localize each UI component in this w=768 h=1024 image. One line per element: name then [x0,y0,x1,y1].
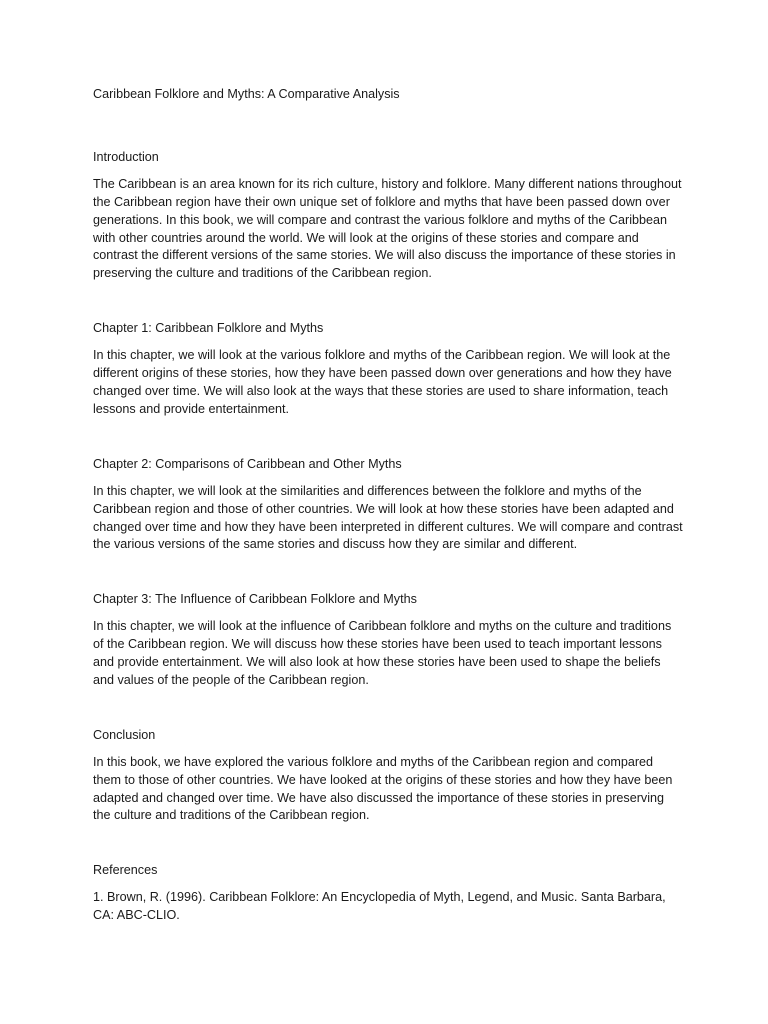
reference-item: 1. Brown, R. (1996). Caribbean Folklore: An Encyclopedia of Myth, Legend, and Music. Santa Barbara, CA: ABC-CLIO. [93,890,666,923]
section-conclusion [93,727,683,826]
section-heading: Introduction [93,149,159,164]
section-heading: Chapter 1: Caribbean Folklore and Myths [93,321,324,336]
section-paragraph: The Caribbean is an area known for its rich culture, history and folklore. Many different nations throughout the Caribbean region have their own unique set of folklore and myths that have been passed down over generations. In this book, we will compare and contrast the various folklore and myths of the Caribbean with other countries around the world. We will look at the origins of these stories and compare and contrast the different versions of the same stories. We will also discuss the importance of these stories in preserving the culture and traditions of the Caribbean region. [93,176,682,281]
section-heading: Chapter 3: The Influence of Caribbean Folklore and Myths [93,592,417,607]
section-paragraph: In this chapter, we will look at the influence of Caribbean folklore and myths on the culture and traditions of the Caribbean region. We will discuss how these stories have been used to teach important lessons and provide entertainment. We will also look at how these stories have been used to shape the beliefs and values of the people of the Caribbean region. [93,619,672,687]
section-introduction [93,149,683,283]
references-heading: References [93,863,158,878]
section-references [93,862,683,925]
document-page [93,86,683,925]
section-paragraph: In this chapter, we will look at the various folklore and myths of the Caribbean region. We will look at the different origins of these stories, how they have been passed down over generations and how they have changed over time. We will also look at the ways that these stories are used to share information, teach lessons and provide entertainment. [93,348,672,416]
document-title: Caribbean Folklore and Myths: A Comparative Analysis [93,87,400,101]
section-heading: Conclusion [93,727,156,742]
section-chapter-1 [93,320,683,419]
section-heading: Chapter 2: Comparisons of Caribbean and Other Myths [93,456,402,471]
section-paragraph: In this chapter, we will look at the similarities and differences between the folklore and myths of the Caribbean region and those of other countries. We will look at how these stories have been adapted and changed over time and how they have been interpreted in different cultures. We will compare and contrast the various versions of the same stories and discuss how they are similar and different. [93,483,683,552]
section-paragraph: In this book, we have explored the various folklore and myths of the Caribbean region and compared them to those of other countries. We have looked at the origins of these stories and how they have been adapted and changed over time. We have also discussed the importance of these stories in preserving the culture and traditions of the Caribbean region. [93,754,673,823]
section-chapter-2 [93,456,683,555]
section-chapter-3 [93,591,683,690]
